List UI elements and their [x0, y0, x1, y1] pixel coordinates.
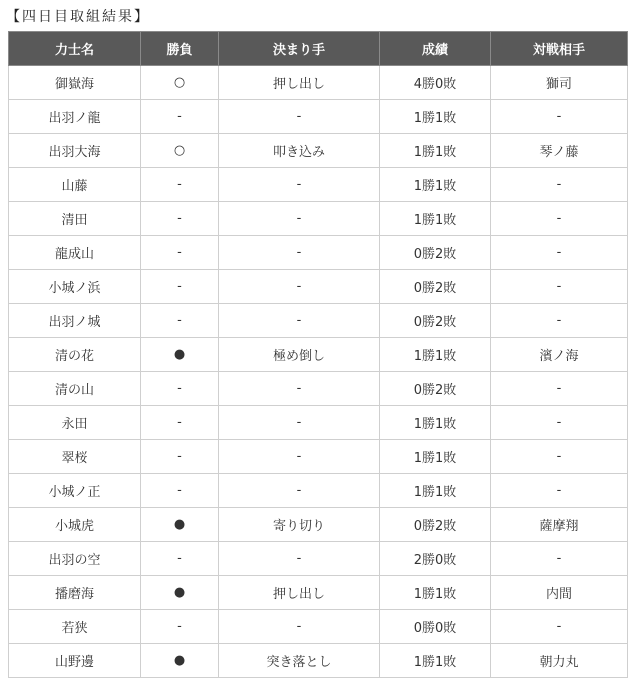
header-record: 成績 — [380, 32, 491, 66]
cell-record: 1勝1敗 — [380, 440, 491, 474]
cell-opponent: 薩摩翔 — [491, 508, 628, 542]
cell-opponent: 朝力丸 — [491, 644, 628, 678]
cell-kimarite: - — [219, 304, 380, 338]
table-row — [9, 338, 628, 372]
cell-kimarite: - — [219, 406, 380, 440]
header-opponent: 対戦相手 — [491, 32, 628, 66]
cell-record: 1勝1敗 — [380, 100, 491, 134]
cell-rikishi: 清の花 — [9, 338, 141, 372]
cell-kimarite: - — [219, 610, 380, 644]
cell-kimarite: 突き落とし — [219, 644, 380, 678]
cell-kimarite: - — [219, 542, 380, 576]
cell-opponent: 琴ノ藤 — [491, 134, 628, 168]
cell-kimarite: - — [219, 100, 380, 134]
cell-result: - — [141, 236, 219, 270]
cell-rikishi: 出羽ノ城 — [9, 304, 141, 338]
cell-record: 1勝1敗 — [380, 202, 491, 236]
cell-kimarite: - — [219, 202, 380, 236]
cell-rikishi: 若狭 — [9, 610, 141, 644]
cell-result: - — [141, 474, 219, 508]
cell-kimarite: 寄り切り — [219, 508, 380, 542]
table-row — [9, 236, 628, 270]
cell-record: 1勝1敗 — [380, 576, 491, 610]
cell-result: - — [141, 406, 219, 440]
cell-rikishi: 清の山 — [9, 372, 141, 406]
cell-result: ● — [141, 338, 219, 372]
cell-rikishi: 翠桜 — [9, 440, 141, 474]
cell-result: - — [141, 202, 219, 236]
cell-record: 1勝1敗 — [380, 644, 491, 678]
cell-record: 1勝1敗 — [380, 474, 491, 508]
table-row — [9, 202, 628, 236]
cell-opponent: - — [491, 168, 628, 202]
cell-result: - — [141, 610, 219, 644]
cell-result: - — [141, 304, 219, 338]
cell-rikishi: 御嶽海 — [9, 66, 141, 100]
cell-record: 0勝2敗 — [380, 508, 491, 542]
page-title: 【四日目取組結果】 — [6, 9, 150, 25]
cell-record: 0勝2敗 — [380, 304, 491, 338]
cell-opponent: - — [491, 100, 628, 134]
header-result: 勝負 — [141, 32, 219, 66]
cell-record: 0勝0敗 — [380, 610, 491, 644]
cell-opponent: - — [491, 440, 628, 474]
cell-kimarite: 叩き込み — [219, 134, 380, 168]
cell-result: - — [141, 168, 219, 202]
cell-kimarite: 押し出し — [219, 576, 380, 610]
table-row — [9, 610, 628, 644]
table-row — [9, 508, 628, 542]
cell-opponent: - — [491, 474, 628, 508]
cell-kimarite: - — [219, 372, 380, 406]
cell-kimarite: - — [219, 270, 380, 304]
cell-result: - — [141, 270, 219, 304]
table-row — [9, 474, 628, 508]
table-header — [9, 32, 628, 66]
cell-result: - — [141, 372, 219, 406]
header-row — [9, 32, 628, 66]
cell-rikishi: 出羽ノ龍 — [9, 100, 141, 134]
table-row — [9, 644, 628, 678]
cell-rikishi: 山野邊 — [9, 644, 141, 678]
cell-opponent: - — [491, 202, 628, 236]
cell-result: ● — [141, 576, 219, 610]
table-row — [9, 304, 628, 338]
cell-kimarite: - — [219, 236, 380, 270]
cell-record: 1勝1敗 — [380, 168, 491, 202]
cell-opponent: 内間 — [491, 576, 628, 610]
cell-result: ○ — [141, 134, 219, 168]
table-body — [9, 66, 628, 678]
header-rikishi: 力士名 — [9, 32, 141, 66]
cell-rikishi: 出羽の空 — [9, 542, 141, 576]
cell-rikishi: 小城虎 — [9, 508, 141, 542]
cell-result: ○ — [141, 66, 219, 100]
cell-rikishi: 山藤 — [9, 168, 141, 202]
cell-kimarite: - — [219, 168, 380, 202]
cell-result: - — [141, 100, 219, 134]
cell-result: ● — [141, 644, 219, 678]
cell-record: 1勝1敗 — [380, 338, 491, 372]
cell-rikishi: 清田 — [9, 202, 141, 236]
table-row — [9, 372, 628, 406]
cell-opponent: - — [491, 610, 628, 644]
cell-opponent: - — [491, 304, 628, 338]
table-row — [9, 542, 628, 576]
cell-opponent: - — [491, 406, 628, 440]
cell-record: 0勝2敗 — [380, 270, 491, 304]
cell-result: - — [141, 542, 219, 576]
cell-result: - — [141, 440, 219, 474]
cell-rikishi: 出羽大海 — [9, 134, 141, 168]
cell-rikishi: 小城ノ正 — [9, 474, 141, 508]
cell-kimarite: - — [219, 440, 380, 474]
cell-rikishi: 播磨海 — [9, 576, 141, 610]
cell-rikishi: 龍成山 — [9, 236, 141, 270]
cell-record: 0勝2敗 — [380, 236, 491, 270]
table-row — [9, 66, 628, 100]
cell-rikishi: 小城ノ浜 — [9, 270, 141, 304]
cell-kimarite: 極め倒し — [219, 338, 380, 372]
table-row — [9, 168, 628, 202]
table-row — [9, 440, 628, 474]
cell-rikishi: 永田 — [9, 406, 141, 440]
cell-opponent: - — [491, 542, 628, 576]
cell-opponent: - — [491, 270, 628, 304]
header-kimarite: 決まり手 — [219, 32, 380, 66]
cell-record: 1勝1敗 — [380, 406, 491, 440]
cell-record: 2勝0敗 — [380, 542, 491, 576]
table-row — [9, 576, 628, 610]
table-row — [9, 270, 628, 304]
cell-opponent: 濱ノ海 — [491, 338, 628, 372]
cell-record: 1勝1敗 — [380, 134, 491, 168]
cell-kimarite: 押し出し — [219, 66, 380, 100]
results-table — [8, 31, 628, 678]
cell-record: 4勝0敗 — [380, 66, 491, 100]
cell-opponent: - — [491, 236, 628, 270]
table-row — [9, 100, 628, 134]
table-row — [9, 134, 628, 168]
cell-record: 0勝2敗 — [380, 372, 491, 406]
cell-result: ● — [141, 508, 219, 542]
cell-opponent: 獅司 — [491, 66, 628, 100]
cell-opponent: - — [491, 372, 628, 406]
cell-kimarite: - — [219, 474, 380, 508]
table-row — [9, 406, 628, 440]
